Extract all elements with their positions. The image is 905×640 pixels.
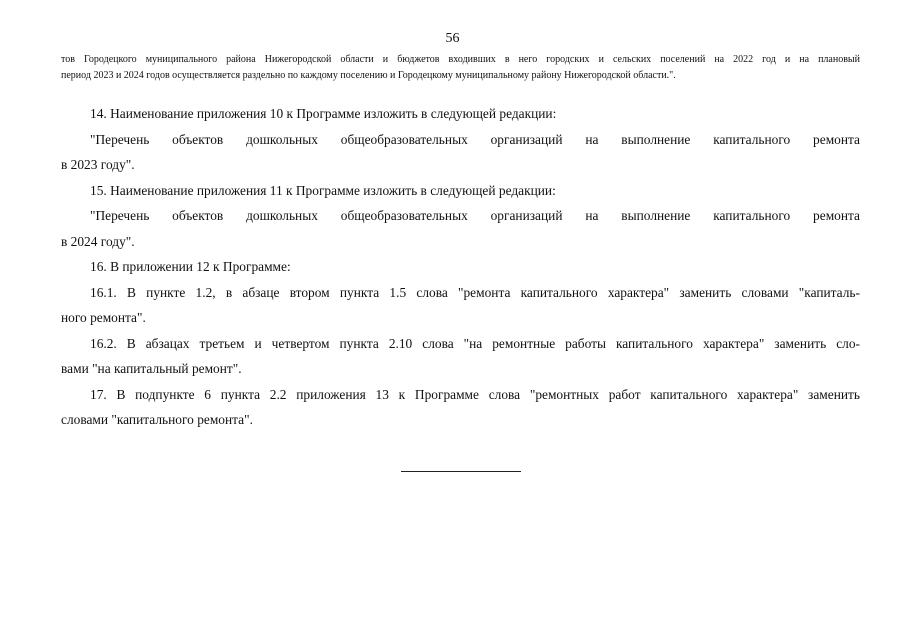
paragraph-line: в 2024 году". — [61, 233, 135, 249]
paragraph-line: в 2023 году". — [61, 157, 135, 172]
carryover-line-2: период 2023 и 2024 годов осуществляется раздельно по каждому поселению и Городецкому муниципальному району Нижегородской области.". — [61, 70, 676, 81]
paragraph-line: "Перечень объектов дошкольных общеобразовательных организаций на выполнение капитального ремонта — [90, 208, 860, 223]
paragraph-line: 16. В приложении 12 к Программе: — [90, 259, 291, 274]
paragraph-line: 16.2. В абзацах третьем и четвертом пункта 2.10 слова "на ремонтные работы капитального характера" заменить сло- — [90, 335, 860, 351]
paragraph-item-16-1 — [61, 280, 860, 331]
paragraph-line: 17. В подпункте 6 пункта 2.2 приложения 13 к Программе слова "ремонтных работ капитального характера" заменить — [90, 386, 860, 402]
page-number: 56 — [445, 31, 460, 46]
paragraph-line: вами "на капитальный ремонт". — [61, 361, 242, 376]
paragraph-line: 16.1. В пункте 1.2, в абзаце втором пункта 1.5 слова "ремонта капитального характера" заменить словами "капиталь- — [90, 284, 860, 300]
paragraph-line: 14. Наименование приложения 10 к Программе изложить в следующей редакции: — [90, 106, 557, 121]
paragraph-annex-11-title — [61, 203, 860, 254]
paragraph-item-17 — [61, 382, 860, 433]
paragraph-item-16 — [61, 254, 860, 280]
paragraph-item-14 — [61, 101, 860, 127]
end-of-text-rule — [401, 471, 521, 472]
paragraph-annex-10-title — [61, 127, 860, 178]
paragraph-item-16-2 — [61, 331, 860, 382]
paragraph-line: "Перечень объектов дошкольных общеобразовательных организаций на выполнение капитального ремонта — [90, 131, 860, 147]
paragraph-item-15 — [61, 178, 860, 204]
paragraph-line: словами "капитального ремонта". — [61, 412, 253, 427]
document-body — [61, 101, 860, 433]
paragraph-line: 15. Наименование приложения 11 к Программе изложить в следующей редакции: — [90, 182, 556, 198]
carryover-footnote-text — [61, 52, 860, 84]
paragraph-line: ного ремонта". — [61, 310, 146, 325]
carryover-line-1: тов Городецкого муниципального района Нижегородской области и бюджетов входивших в него городских и сельских поселений на 2022 год и на плановый — [61, 54, 860, 65]
